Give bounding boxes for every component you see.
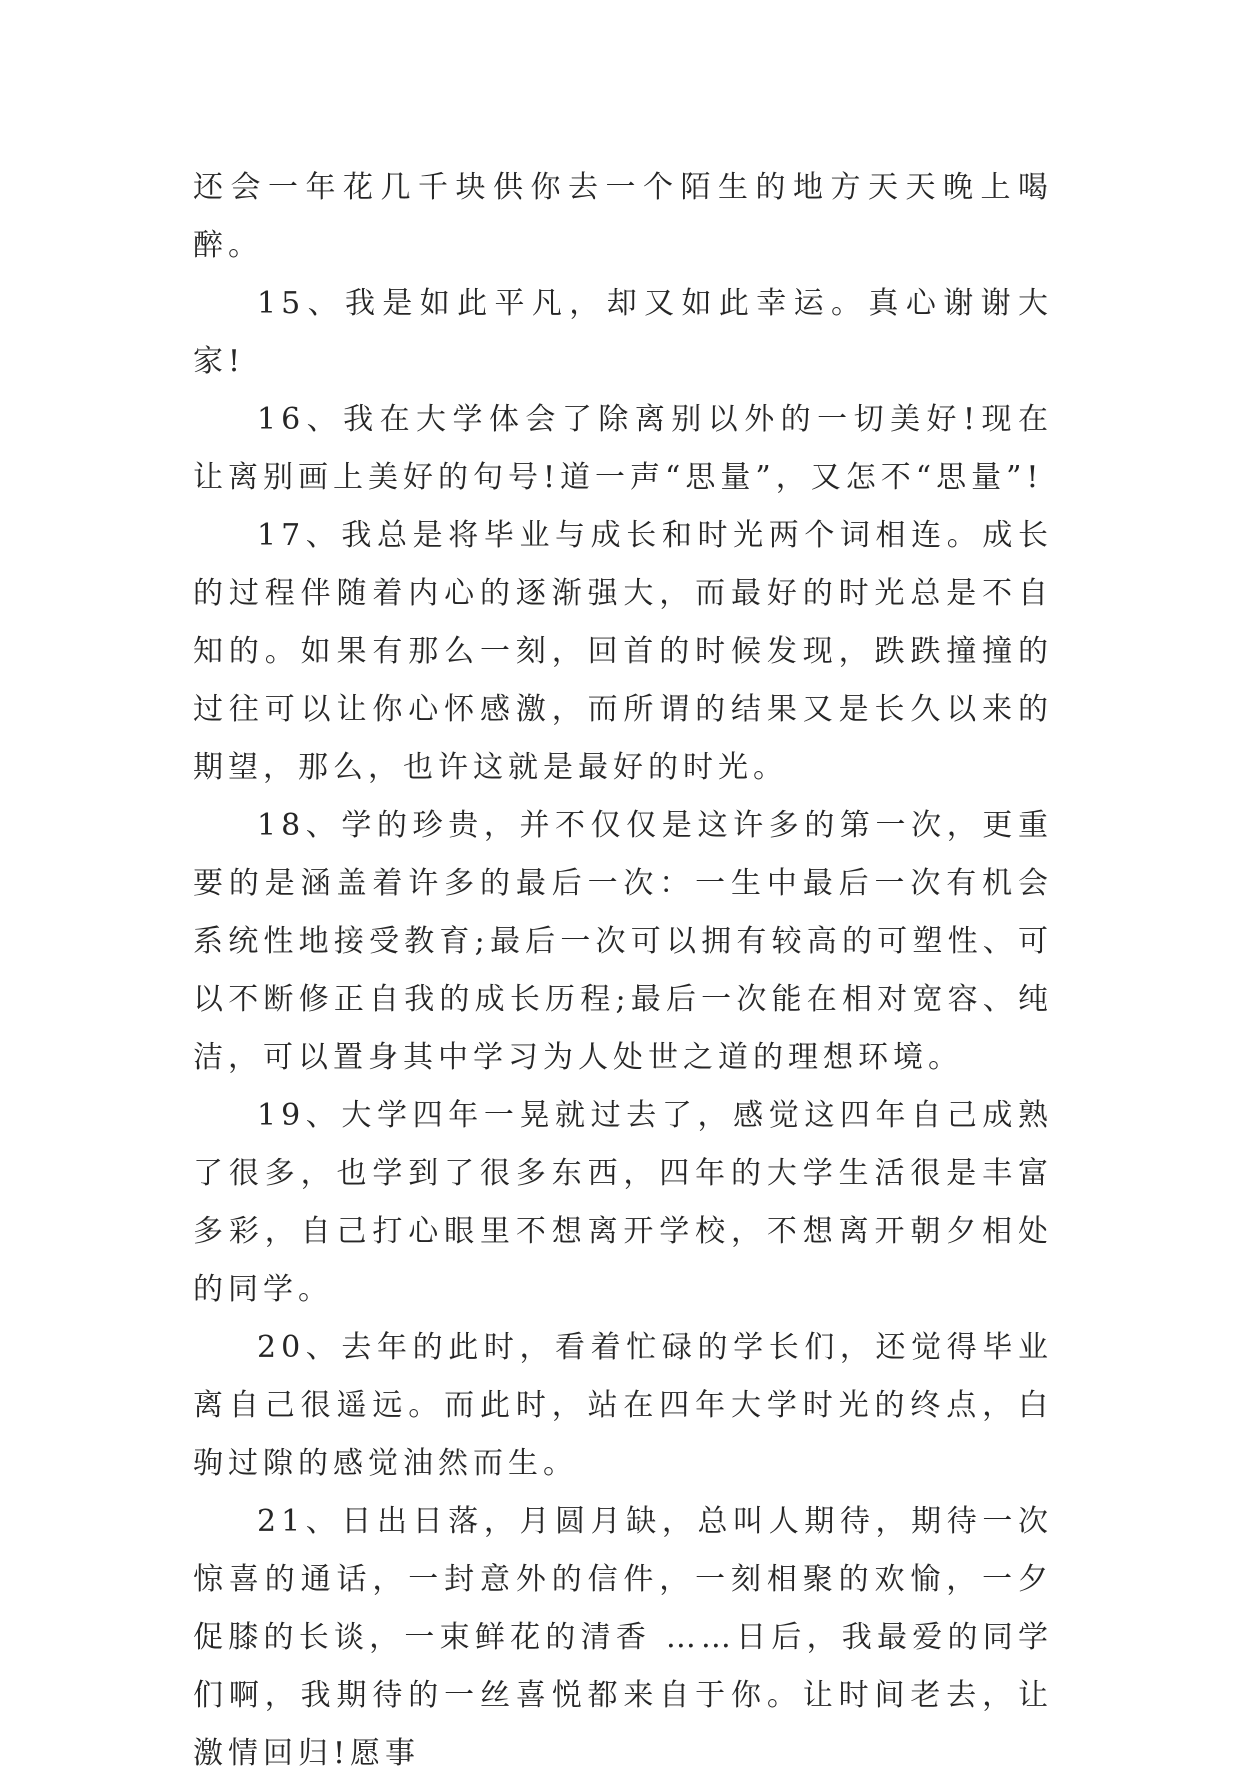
document-body bbox=[193, 159, 1053, 1783]
paragraph-17: 17、我总是将毕业与成长和时光两个词相连。成长的过程伴随着内心的逐渐强大，而最好的时光总是不自知的。如果有那么一刻，回首的时候发现，跌跌撞撞的过往可以让你心怀感激，而所谓的结果又是长久以来的期望，那么，也许这就是最好的时光。 bbox=[193, 518, 1053, 785]
paragraph-21: 21、日出日落，月圆月缺，总叫人期待，期待一次惊喜的通话，一封意外的信件，一刻相聚的欢愉，一夕促膝的长谈，一束鲜花的清香 ……日后，我最爱的同学们啊，我期待的一丝喜悦都来自于你。让时间老去，让激情回归!愿事 bbox=[193, 1504, 1053, 1771]
paragraph-18: 18、学的珍贵，并不仅仅是这许多的第一次，更重要的是涵盖着许多的最后一次：一生中最后一次有机会系统性地接受教育;最后一次可以拥有较高的可塑性、可以不断修正自我的成长历程;最后一次能在相对宽容、纯洁，可以置身其中学习为人处世之道的理想环境。 bbox=[193, 808, 1053, 1075]
paragraph-continuation: 还会一年花几千块供你去一个陌生的地方天天晚上喝醉。 bbox=[193, 170, 1053, 263]
paragraph-19: 19、大学四年一晃就过去了，感觉这四年自己成熟了很多，也学到了很多东西，四年的大学生活很是丰富多彩，自己打心眼里不想离开学校，不想离开朝夕相处的同学。 bbox=[193, 1098, 1053, 1307]
paragraph-15: 15、我是如此平凡，却又如此幸运。真心谢谢大家! bbox=[193, 286, 1053, 379]
paragraph-20: 20、去年的此时，看着忙碌的学长们，还觉得毕业离自己很遥远。而此时，站在四年大学时光的终点，白驹过隙的感觉油然而生。 bbox=[193, 1330, 1053, 1481]
paragraph-16: 16、我在大学体会了除离别以外的一切美好!现在让离别画上美好的句号!道一声“思量”，又怎不“思量”! bbox=[193, 402, 1053, 495]
